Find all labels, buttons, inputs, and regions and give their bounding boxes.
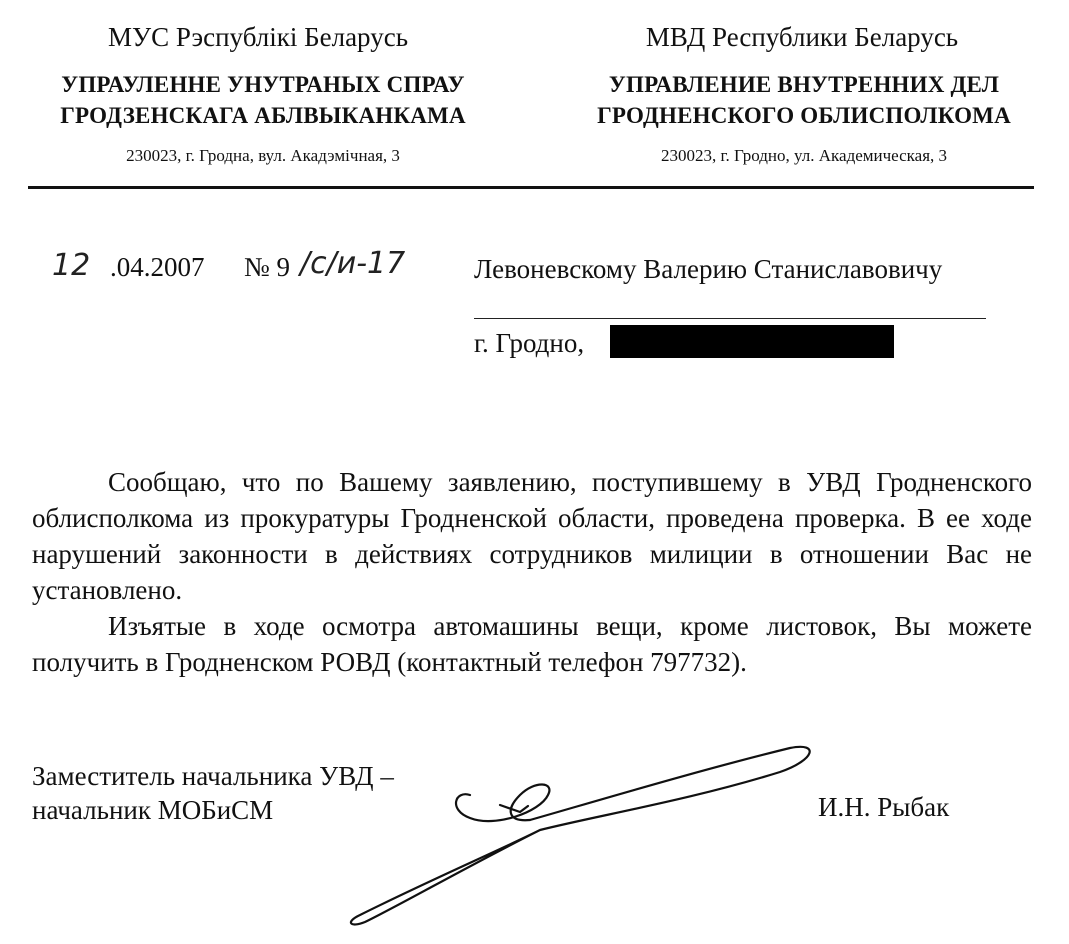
right-department-line1: УПРАВЛЕНИЕ ВНУТРЕННИХ ДЕЛ [608, 72, 1000, 97]
date-day-handwritten: 12 [52, 248, 91, 283]
body-paragraph-2: Изъятые в ходе осмотра автомашины вещи, кроме листовок, Вы можете получить в Гродненском РОВД (контактный телефон 797732). [32, 611, 1032, 677]
addressee-city: г. Гродно, [474, 328, 585, 358]
signatory-name: И.Н. Рыбак [818, 792, 950, 822]
addressee-name: Левоневскому Валерию Станиславовичу [474, 254, 943, 284]
registration-number-handwritten: /с/и-17 [300, 246, 406, 281]
right-department-line2: ГРОДНЕНСКОГО ОБЛИСПОЛКОМА [597, 103, 1011, 128]
signatory-position-line2: начальник МОБиСМ [32, 795, 274, 825]
registration-number-prefix: № 9 [244, 252, 291, 282]
left-department-line2: ГРОДЗЕНСКАГА АБЛВЫКАНКАМА [60, 103, 466, 128]
body-paragraph-1: Сообщаю, что по Вашему заявлению, поступившему в УВД Гродненского облисполкома из прокуратуры Гродненской области, проведена проверка. В ее ходе нарушений законности в действиях сотрудников милиции в отношении Вас не установлено. [32, 467, 1032, 605]
left-department-line1: УПРАУЛЕННЕ УНУТРАНЫХ СПРАУ [61, 72, 465, 97]
date-rest: .04.2007 [110, 252, 205, 282]
signatory-position-line1: Заместитель начальника УВД – [32, 761, 394, 791]
left-address: 230023, г. Гродна, вул. Акадэмічная, 3 [126, 146, 400, 165]
left-ministry-name: МУС Рэспублікі Беларусь [107, 22, 409, 52]
right-address: 230023, г. Гродно, ул. Академическая, 3 [660, 146, 948, 165]
right-ministry-name: МВД Республики Беларусь [645, 22, 959, 52]
